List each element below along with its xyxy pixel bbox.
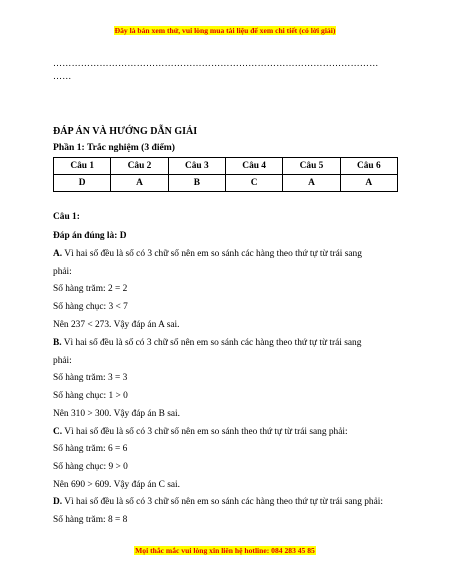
explanation-conclusion: Nên 310 > 300. Vậy đáp án B sai.	[53, 409, 180, 419]
table-answer-cell: A	[283, 175, 340, 192]
table-header-cell: Câu 3	[168, 158, 225, 175]
table-answer-cell: D	[54, 175, 111, 192]
preview-notice-banner	[0, 26, 450, 35]
table-header-cell: Câu 6	[340, 158, 397, 175]
explanation-c	[53, 427, 348, 437]
hotline-footer-banner	[0, 546, 450, 555]
hotline-footer-text: Mọi thắc mắc vui lòng xin liên hệ hotline: 084 283 45 85	[135, 546, 315, 555]
explanation-conclusion: Nên 690 > 609. Vậy đáp án C sai.	[53, 480, 180, 490]
explanation-step: Số hàng trăm: 2 = 2	[53, 284, 128, 294]
table-answer-cell: A	[340, 175, 397, 192]
explanation-text: Vì hai số đều là số có 3 chữ số nên em so sánh các hàng theo thứ tự từ trái sang phải:	[62, 497, 383, 507]
section-title: ĐÁP ÁN VÀ HƯỚNG DẪN GIẢI	[53, 126, 198, 137]
explanation-text: Vì hai số đều là số có 3 chữ số nên em so sánh các hàng theo thứ tự từ trái sang	[62, 249, 362, 259]
explanation-step: Số hàng chục: 9 > 0	[53, 462, 128, 472]
explanation-step: Số hàng trăm: 3 = 3	[53, 373, 128, 383]
explanation-step: Số hàng trăm: 8 = 8	[53, 515, 128, 525]
part-title: Phần 1: Trắc nghiệm (3 điểm)	[53, 142, 175, 153]
explanation-b	[53, 338, 361, 348]
explanation-text: Vì hai số đều là số có 3 chữ số nên em so sánh theo thứ tự từ trái sang phải:	[62, 427, 348, 437]
option-label: B.	[53, 338, 62, 348]
table-header-cell: Câu 4	[225, 158, 282, 175]
option-label: D.	[53, 497, 63, 507]
table-answer-cell: C	[225, 175, 282, 192]
answer-blank-line: ……………………………………………………………………………………………	[53, 58, 379, 68]
explanation-conclusion: Nên 237 < 273. Vậy đáp án A sai.	[53, 320, 180, 330]
table-header-cell: Câu 2	[111, 158, 168, 175]
preview-notice-text: Đây là bản xem thử, vui lòng mua tài liệu để xem chi tiết (có lời giải)	[114, 26, 336, 35]
explanation-text: Vì hai số đều là số có 3 chữ số nên em so sánh các hàng theo thứ tự từ trái sang	[61, 338, 362, 348]
table-header-cell: Câu 1	[54, 158, 111, 175]
explanation-step: Số hàng trăm: 6 = 6	[53, 444, 128, 454]
question-title: Câu 1:	[53, 212, 80, 222]
explanation-continuation: phải:	[53, 356, 72, 366]
option-label: A.	[53, 249, 63, 259]
table-answer-cell: B	[168, 175, 225, 192]
explanation-step: Số hàng chục: 3 < 7	[53, 302, 128, 312]
explanation-d	[53, 497, 383, 507]
explanation-a	[53, 249, 362, 259]
answer-table-answer-row	[54, 175, 398, 192]
table-answer-cell: A	[111, 175, 168, 192]
answer-table-header-row	[54, 158, 398, 175]
answer-table	[53, 157, 398, 192]
answer-blank-line-end: ……	[53, 71, 72, 81]
correct-answer: Đáp án đúng là: D	[53, 231, 127, 241]
explanation-step: Số hàng chục: 1 > 0	[53, 391, 128, 401]
explanation-continuation: phải:	[53, 267, 72, 277]
table-header-cell: Câu 5	[283, 158, 340, 175]
option-label: C.	[53, 427, 63, 437]
